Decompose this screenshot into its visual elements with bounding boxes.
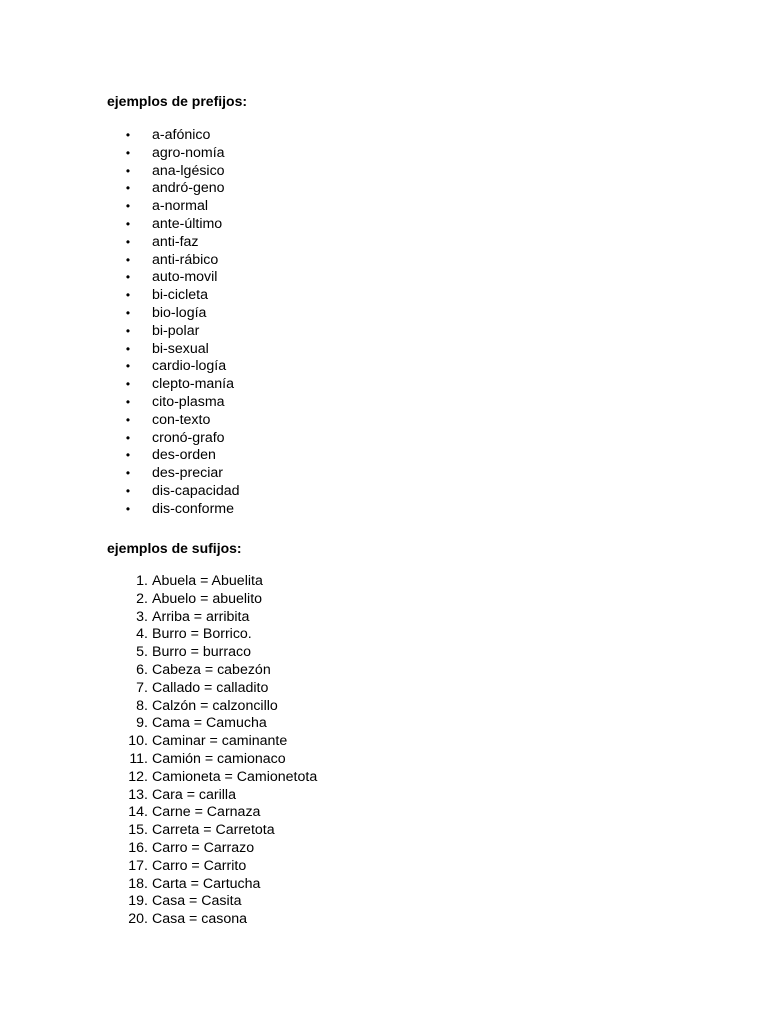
number-marker: 20.	[128, 911, 148, 928]
number-marker: 1.	[136, 573, 148, 589]
sufijo-text: Casa = Casita	[152, 893, 242, 910]
bullet-marker: •	[125, 483, 131, 498]
sufijo-text: Carro = Carrito	[152, 857, 247, 874]
bullet-marker: •	[125, 466, 131, 481]
prefijo-text: cronó-grafo	[152, 429, 225, 446]
sufijos-heading: ejemplos de sufijos:	[107, 540, 242, 556]
prefijo-text: dis-capacidad	[152, 482, 240, 499]
prefijo-text: cardio-logía	[152, 358, 227, 375]
prefijo-text: dis-conforme	[152, 500, 235, 517]
bullet-marker: •	[125, 216, 131, 231]
prefijo-text: agro-nomía	[152, 144, 225, 161]
bullet-marker: •	[125, 128, 131, 142]
prefijos-heading: ejemplos de prefijos:	[107, 93, 248, 109]
number-marker: 6.	[136, 661, 148, 678]
number-marker: 18.	[128, 875, 148, 892]
prefijo-text: a-afónico	[152, 127, 211, 143]
number-marker: 11.	[129, 750, 148, 767]
sufijo-text: Carne = Carnaza	[152, 804, 261, 821]
prefijo-text: andró-geno	[152, 180, 225, 197]
bullet-marker: •	[125, 181, 131, 196]
bullet-marker: •	[125, 430, 131, 445]
prefijo-text: bi-sexual	[152, 340, 209, 357]
prefijo-text: a-normal	[152, 198, 208, 215]
bullet-marker: •	[125, 163, 131, 178]
sufijo-text: Abuelo = abuelito	[152, 590, 263, 607]
number-marker: 19.	[128, 893, 148, 910]
sufijo-text: Cabeza = cabezón	[152, 661, 271, 678]
sufijo-text: Carreta = Carretota	[152, 822, 275, 839]
sufijo-text: Carro = Carrazo	[152, 839, 255, 856]
bullet-marker: •	[125, 288, 131, 303]
prefijo-text: des-orden	[152, 447, 216, 464]
sufijo-text: Burro = burraco	[152, 644, 251, 661]
sufijo-text: Cama = Camucha	[152, 715, 267, 732]
sufijo-text: Burro = Borrico.	[152, 626, 252, 643]
bullet-marker: •	[125, 305, 131, 320]
prefijo-text: con-texto	[152, 411, 211, 428]
prefijo-text: bi-polar	[152, 322, 200, 339]
number-marker: 17.	[128, 857, 148, 874]
sufijo-text: Cara = carilla	[152, 786, 236, 803]
sufijo-text: Casa = casona	[152, 911, 248, 928]
prefijo-text: auto-movil	[152, 269, 218, 286]
bullet-marker: •	[125, 394, 131, 409]
sufijo-text: Carta = Cartucha	[152, 875, 261, 892]
number-marker: 7.	[136, 679, 148, 696]
prefijo-text: anti-rábico	[152, 251, 219, 268]
number-marker: 10.	[128, 733, 148, 750]
number-marker: 9.	[136, 715, 148, 732]
number-marker: 12.	[128, 768, 148, 785]
prefijo-text: ana-lgésico	[152, 162, 225, 179]
bullet-marker: •	[125, 359, 131, 374]
bullet-marker: •	[125, 448, 131, 463]
sufijo-text: Camioneta = Camionetota	[152, 768, 318, 785]
bullet-marker: •	[125, 377, 131, 392]
bullet-marker: •	[125, 501, 131, 516]
number-marker: 5.	[136, 644, 148, 661]
sufijo-text: Calzón = calzoncillo	[152, 697, 278, 714]
prefijo-text: bio-logía	[152, 304, 207, 321]
number-marker: 3.	[136, 608, 148, 625]
prefijo-text: anti-faz	[152, 233, 199, 250]
bullet-marker: •	[125, 270, 131, 285]
sufijo-text: Camión = camionaco	[152, 750, 286, 767]
number-marker: 16.	[128, 839, 148, 856]
sufijo-text: Arriba = arribita	[152, 608, 250, 625]
bullet-marker: •	[125, 341, 131, 356]
number-marker: 8.	[136, 697, 148, 714]
bullet-marker: •	[125, 412, 131, 427]
sufijo-text: Caminar = caminante	[152, 733, 288, 750]
bullet-marker: •	[125, 252, 131, 267]
bullet-marker: •	[125, 234, 131, 249]
sufijo-text: Callado = calladito	[152, 679, 269, 696]
bullet-marker: •	[125, 323, 131, 338]
number-marker: 13.	[128, 786, 148, 803]
bullet-marker: •	[125, 199, 131, 214]
bullet-marker: •	[125, 145, 131, 160]
number-marker: 15.	[128, 822, 148, 839]
number-marker: 4.	[136, 626, 148, 643]
prefijo-text: des-preciar	[152, 465, 223, 482]
prefijo-text: bi-cicleta	[152, 287, 208, 304]
number-marker: 2.	[136, 590, 148, 607]
prefijo-text: cito-plasma	[152, 393, 225, 410]
sufijo-text: Abuela = Abuelita	[152, 573, 263, 589]
prefijo-text: clepto-manía	[152, 376, 235, 393]
prefijo-text: ante-último	[152, 215, 223, 232]
number-marker: 14.	[128, 804, 148, 821]
